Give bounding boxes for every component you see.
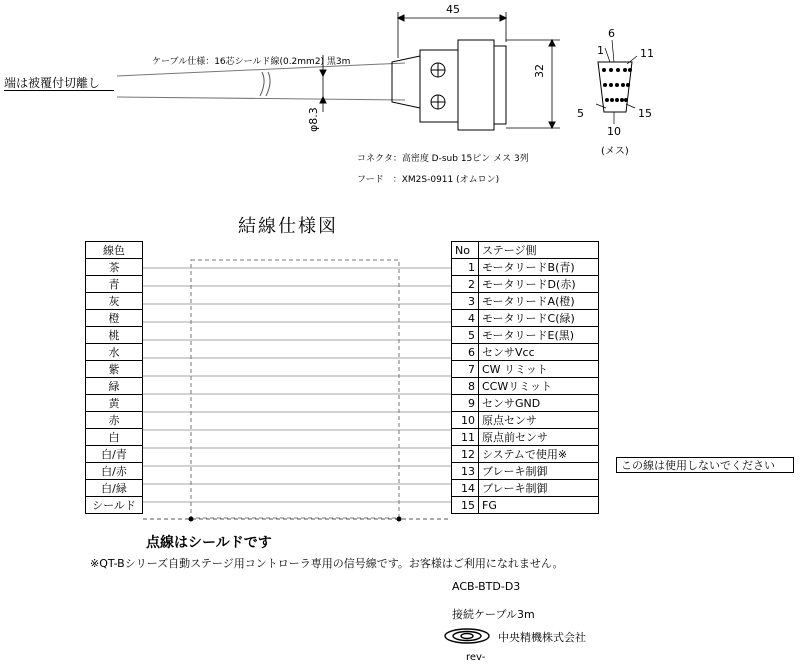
pin-name-header: ステージ側 — [479, 242, 599, 259]
wire-color-cell: シールド — [86, 497, 143, 514]
pin-no-cell: 5 — [452, 327, 479, 344]
pin-no-cell: 6 — [452, 344, 479, 361]
connector-flange — [458, 40, 494, 130]
end-label-underline — [4, 90, 114, 91]
cable-drawing — [117, 12, 560, 130]
pin-name-cell: センサVcc — [479, 344, 599, 361]
unused-line-note: この線は使用しないでください — [616, 457, 794, 473]
dim-width-value: 45 — [446, 3, 460, 16]
pin-no-cell: 1 — [452, 259, 479, 276]
pin-name-cell: システムで使用※ — [479, 446, 599, 463]
pin-name-cell: 原点前センサ — [479, 429, 599, 446]
pin-no-cell: 3 — [452, 293, 479, 310]
company-logo-icon — [445, 629, 489, 643]
wire-color-cell: 青 — [86, 276, 143, 293]
pin-name-cell: CCWリミット — [479, 378, 599, 395]
pin-no-header: No — [452, 242, 479, 259]
pin-no-cell: 15 — [452, 497, 479, 514]
wire-color-cell: 桃 — [86, 327, 143, 344]
stage-pin-table — [451, 241, 599, 514]
pin-no-cell: 9 — [452, 395, 479, 412]
pin-name-cell: モータリードC(緑) — [479, 310, 599, 327]
pin-label-15: 15 — [638, 107, 652, 120]
pin-name-cell: センサGND — [479, 395, 599, 412]
wiring-title: 結線仕様図 — [238, 216, 338, 237]
cable-break-mark — [260, 72, 270, 96]
wire-color-header: 線色 — [86, 242, 143, 259]
pin-name-cell: モータリードA(橙) — [479, 293, 599, 310]
wire-color-cell: 赤 — [86, 412, 143, 429]
connector-shell — [494, 46, 506, 124]
wire-color-cell: 茶 — [86, 259, 143, 276]
wire-color-cell: 白/青 — [86, 446, 143, 463]
shield-dot-left — [189, 517, 194, 522]
pin-name-cell: FG — [479, 497, 599, 514]
wire-color-cell: 緑 — [86, 378, 143, 395]
pin-no-cell: 7 — [452, 361, 479, 378]
wire-color-cell: 橙 — [86, 310, 143, 327]
cable-spec-label: ケーブル仕様：16芯シールド線(0.2mm2) 黒3m — [152, 57, 351, 67]
pin-name-cell: 原点センサ — [479, 412, 599, 429]
pin-label-11: 11 — [640, 47, 654, 60]
pin-no-cell: 2 — [452, 276, 479, 293]
wire-color-cell: 白/緑 — [86, 480, 143, 497]
footnote: ※QT-Bシリーズ自動ステージ用コントローラ専用の信号線です。お客様はご利用になれません。 — [90, 557, 564, 570]
pin-name-cell: ブレーキ制御 — [479, 463, 599, 480]
model-number: ACB-BTD-D3 — [452, 580, 521, 593]
pin-no-cell: 10 — [452, 412, 479, 429]
dim-diameter-value: φ8.3 — [307, 107, 320, 132]
pin-name-cell: ブレーキ制御 — [479, 480, 599, 497]
pin-no-cell: 13 — [452, 463, 479, 480]
cable-end-label: 端は被覆付切離し — [4, 76, 101, 90]
shield-dot-right — [397, 517, 402, 522]
revision: rev- — [466, 652, 486, 663]
pin-label-5: 5 — [577, 107, 584, 120]
pin-name-cell: モータリードE(黒) — [479, 327, 599, 344]
connector-hood — [420, 50, 458, 122]
wire-lines — [143, 268, 451, 502]
wire-color-cell: 灰 — [86, 293, 143, 310]
pin-name-cell: モータリードB(青) — [479, 259, 599, 276]
hood-label: フード ：XM2S-0911 (オムロン) — [357, 175, 500, 185]
wire-color-cell: 黄 — [86, 395, 143, 412]
wire-color-cell: 白 — [86, 429, 143, 446]
connector-label: コネクタ：高密度 D-sub 15ピン メス 3列 — [357, 154, 529, 164]
pin-no-cell: 11 — [452, 429, 479, 446]
shield-note: 点線はシールドです — [146, 535, 272, 551]
wire-color-cell: 紫 — [86, 361, 143, 378]
wire-color-cell: 白/赤 — [86, 463, 143, 480]
pin-name-cell: モータリードD(赤) — [479, 276, 599, 293]
pin-female-label: (メス) — [601, 146, 629, 157]
product-name: 接続ケーブル3m — [452, 608, 535, 621]
shield-dashed-box — [191, 260, 399, 518]
pin-no-cell: 12 — [452, 446, 479, 463]
wire-color-table — [85, 241, 143, 514]
pin-label-6: 6 — [608, 27, 615, 40]
pin-label-10: 10 — [607, 125, 621, 138]
pin-label-1: 1 — [597, 44, 604, 57]
cable-bottom-edge — [117, 97, 405, 100]
wire-color-cell: 水 — [86, 344, 143, 361]
pin-no-cell: 4 — [452, 310, 479, 327]
pin-no-cell: 14 — [452, 480, 479, 497]
pin-no-cell: 8 — [452, 378, 479, 395]
dim-height-value: 32 — [533, 64, 546, 78]
pin-name-cell: CW リミット — [479, 361, 599, 378]
company-name: 中央精機株式会社 — [498, 631, 586, 644]
